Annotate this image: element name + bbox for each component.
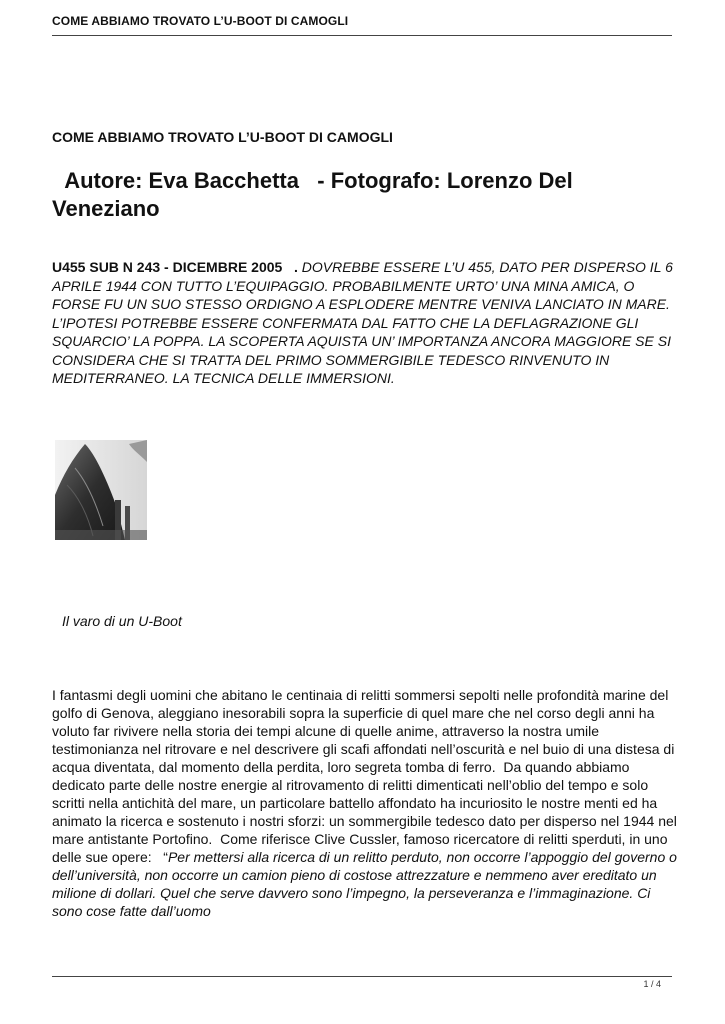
running-header: COME ABBIAMO TROVATO L’U-BOOT DI CAMOGLI [52, 14, 349, 28]
document-title: COME ABBIAMO TROVATO L’U-BOOT DI CAMOGLI [52, 129, 393, 145]
page-number: 1 / 4 [643, 979, 661, 989]
article-abstract: DOVREBBE ESSERE L’U 455, DATO PER DISPERSO IL 6 APRILE 1944 CON TUTTO L’EQUIPAGGIO. PROBABILMENTE URTO’ UNA MINA AMICA, O FORSE FU UN SUO STESSO ORDIGNO A ESPLODERE MENTRE VENIVA LANCIATO IN MARE. L’IPOTESI POTREBBE ESSERE CONFERMATA DAL FATTO CHE LA DEFLAGRAZIONE GLI SQUARCIO’ LA POPPA. LA SCOPERTA AQUISTA UN’ IMPORTANZA ANCORA MAGGIORE SE SI CONSIDERA CHE SI TRATTA DEL PRIMO SOMMERGIBILE TEDESCO RINVENUTO IN MEDITERRANEO. LA TECNICA DELLE IMMERSIONI. [52, 259, 673, 386]
issue-reference: U455 SUB N 243 - DICEMBRE 2005 . [52, 259, 302, 275]
footer-divider [52, 976, 672, 977]
cussler-quote: Per mettersi alla ricerca di un relitto perduto, non occorre l’appoggio del governo o dell’università, non occorre un camion pieno di costose attrezzature e nemmeno aver ereditato un milione di dollari. Quel che serve davvero sono l’impegno, la perseveranza e l’immaginazione. Ci sono cose fatte dall’uomo [52, 849, 677, 919]
u-boot-hull-illustration [55, 440, 147, 540]
photo-caption: Il varo di un U-Boot [62, 613, 182, 629]
body-paragraph: I fantasmi degli uomini che abitano le centinaia di relitti sommersi sepolti nelle profondità marine del golfo di Genova, aleggiano inesorabili sopra la superficie di quel mare che nel corso degli anni ha voluto far rivivere nella storia dei tempi alcune di quelle anime, attraverso la nostra umile testimonianza nel ritrovare e nel descrivere gli scafi affondati nell’oscurità e nel buio di una distesa di acqua diventata, dal momento della perdita, loro segreta tomba di ferro. Da quando abbiamo dedicato parte delle nostre energie al ritrovamento di relitti dimenticati nell’oblio del tempo e solo scritti nella antichità del mare, un particolare battello affondato ha incuriosito le nostre menti ed ha animato la ricerca e sostenuto i nostri sforzi: un sommergibile tedesco dato per disperso nel 1944 nel mare antistante Portofino. Come riferisce Clive Cussler, famoso ricercatore di relitti sperduti, in uno delle sue opere: “ [52, 687, 681, 865]
author-photographer-line: Autore: Eva Bacchetta - Fotografo: Lorenzo Del Veneziano [52, 168, 579, 221]
article-body [52, 686, 681, 920]
u-boot-launch-photo [55, 440, 147, 540]
header-divider [52, 35, 672, 36]
article-intro [52, 258, 677, 388]
